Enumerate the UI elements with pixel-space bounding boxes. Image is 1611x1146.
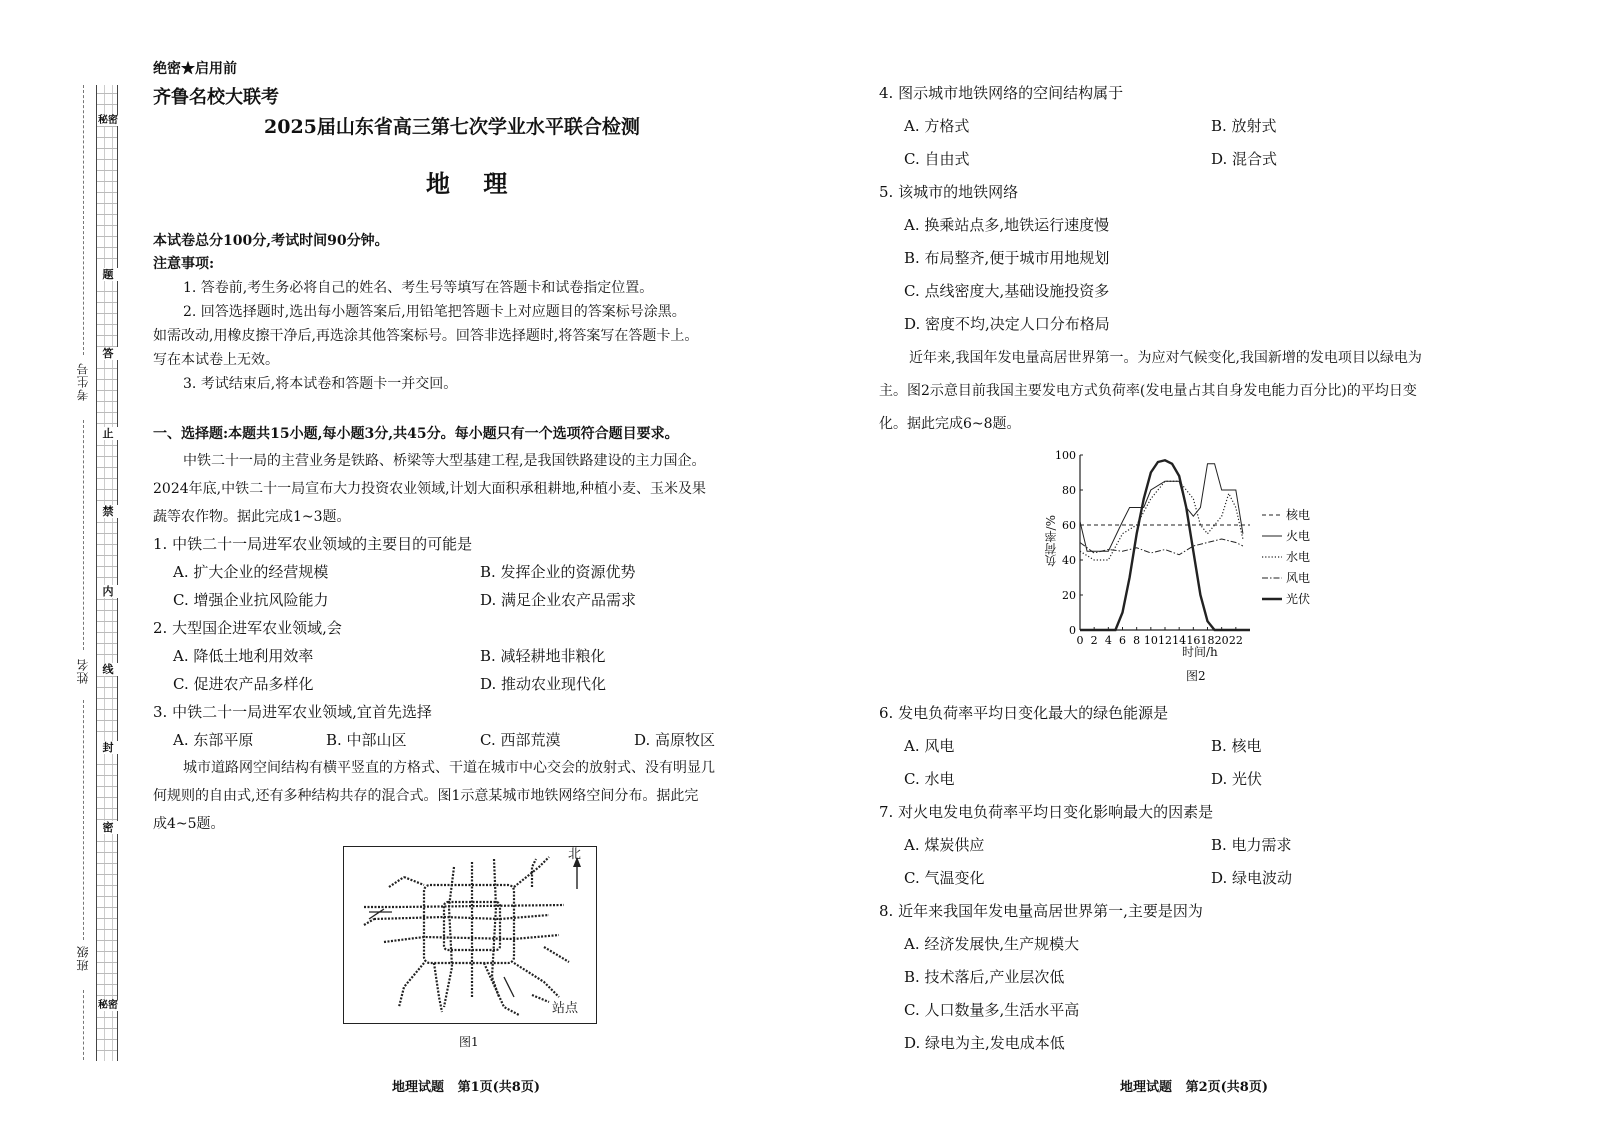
station-legend-icon xyxy=(532,995,549,1002)
binding-mark: 密 xyxy=(97,821,119,834)
option-4c[interactable]: C. 自由式 xyxy=(904,150,970,168)
footer-left: 地理试题 第1页(共8页) xyxy=(392,1080,540,1095)
option-8a[interactable]: A. 经济发展快,生产规模大 xyxy=(904,935,1080,953)
x-tick-label: 12 xyxy=(1158,634,1172,647)
option-2a[interactable]: A. 降低土地利用效率 xyxy=(173,647,314,665)
question-5: 5. 该城市的地铁网络 xyxy=(879,183,1019,201)
passage-2-line: 成4~5题。 xyxy=(153,816,225,832)
x-tick-label: 0 xyxy=(1076,634,1084,647)
x-tick-label: 20 xyxy=(1214,634,1229,647)
notice-1: 1. 答卷前,考生务必将自己的姓名、考生号等填写在答题卡和试卷指定位置。 xyxy=(183,280,654,296)
y-tick-label: 40 xyxy=(1062,554,1076,567)
legend-label-1: 火电 xyxy=(1286,529,1311,543)
y-tick-label: 100 xyxy=(1055,449,1076,462)
seal-top: 秘密 xyxy=(98,115,118,126)
option-6b[interactable]: B. 核电 xyxy=(1211,737,1262,755)
option-1b[interactable]: B. 发挥企业的资源优势 xyxy=(480,563,636,581)
binding-dash-line xyxy=(83,420,84,650)
option-4a[interactable]: A. 方格式 xyxy=(904,117,970,135)
figure-1-caption: 图1 xyxy=(459,1035,479,1049)
binding-strip xyxy=(96,85,118,1061)
x-tick-label: 6 xyxy=(1119,634,1126,647)
field-class: 班级 xyxy=(76,945,90,971)
section-heading: 一、选择题:本题共15小题,每小题3分,共45分。每小题只有一个选项符合题目要求。 xyxy=(153,426,679,442)
option-7a[interactable]: A. 煤炭供应 xyxy=(904,836,985,854)
option-7d[interactable]: D. 绿电波动 xyxy=(1211,869,1293,887)
binding-dash-line xyxy=(83,990,84,1060)
x-axis-label: 时间/h xyxy=(1182,645,1218,659)
secret-mark: 绝密★启用前 xyxy=(153,61,237,77)
series-line-2 xyxy=(1080,481,1243,560)
question-2: 2. 大型国企进军农业领域,会 xyxy=(153,619,342,637)
option-1d[interactable]: D. 满足企业农产品需求 xyxy=(480,591,637,609)
option-5b[interactable]: B. 布局整齐,便于城市用地规划 xyxy=(904,249,1110,267)
y-tick-label: 0 xyxy=(1069,624,1076,637)
question-6: 6. 发电负荷率平均日变化最大的绿色能源是 xyxy=(879,704,1169,722)
footer-right: 地理试题 第2页(共8页) xyxy=(1120,1080,1268,1095)
station-label: 站点 xyxy=(552,1001,579,1016)
question-8: 8. 近年来我国年发电量高居世界第一,主要是因为 xyxy=(879,902,1203,920)
notice-2: 2. 回答选择题时,选出每小题答案后,用铅笔把答题卡上对应题目的答案标号涂黑。 xyxy=(183,304,686,320)
option-5a[interactable]: A. 换乘站点多,地铁运行速度慢 xyxy=(904,216,1110,234)
option-4d[interactable]: D. 混合式 xyxy=(1211,150,1278,168)
x-tick-label: 2 xyxy=(1090,634,1098,647)
question-4: 4. 图示城市地铁网络的空间结构属于 xyxy=(879,84,1124,102)
option-2b[interactable]: B. 减轻耕地非粮化 xyxy=(480,647,606,665)
option-5d[interactable]: D. 密度不均,决定人口分布格局 xyxy=(904,315,1110,333)
x-tick-label: 18 xyxy=(1200,634,1215,647)
option-8d[interactable]: D. 绿电为主,发电成本低 xyxy=(904,1034,1065,1052)
x-tick-label: 8 xyxy=(1133,634,1141,647)
binding-mark: 答 xyxy=(97,347,119,360)
passage-2-line: 城市道路网空间结构有横平竖直的方格式、干道在城市中心交会的放射式、没有明显几 xyxy=(183,760,715,776)
option-5c[interactable]: C. 点线密度大,基础设施投资多 xyxy=(904,282,1110,300)
option-1c[interactable]: C. 增强企业抗风险能力 xyxy=(173,591,329,609)
passage-1-line: 中铁二十一局的主营业务是铁路、桥梁等大型基建工程,是我国铁路建设的主力国企。 xyxy=(183,453,706,469)
binding-mark: 禁 xyxy=(97,505,119,518)
binding-mark: 题 xyxy=(97,268,119,281)
passage-3-line: 化。据此完成6~8题。 xyxy=(879,416,1021,432)
option-7b[interactable]: B. 电力需求 xyxy=(1211,836,1292,854)
option-3c[interactable]: C. 西部荒漠 xyxy=(480,731,561,749)
passage-2-line: 何规则的自由式,还有多种结构共存的混合式。图1示意某城市地铁网络空间分布。据此完 xyxy=(153,788,699,804)
y-tick-label: 80 xyxy=(1062,484,1076,497)
passage-3-line: 近年来,我国年发电量高居世界第一。为应对气候变化,我国新增的发电项目以绿电为 xyxy=(909,350,1422,366)
option-3d[interactable]: D. 高原牧区 xyxy=(634,731,716,749)
series-line-4 xyxy=(1080,460,1250,630)
binding-dash-line xyxy=(83,85,84,355)
score-line: 本试卷总分100分,考试时间90分钟。 xyxy=(153,233,389,249)
exam-title: 2025届山东省高三第七次学业水平联合检测 xyxy=(264,116,640,138)
binding-mark: 内 xyxy=(97,585,119,598)
series-line-1 xyxy=(1080,464,1243,552)
notice-2-end: 写在本试卷上无效。 xyxy=(153,352,279,368)
series-line-3 xyxy=(1080,539,1243,555)
field-student-number: 考生号 xyxy=(76,362,90,401)
binding-mark: 线 xyxy=(97,663,119,676)
x-tick-label: 4 xyxy=(1104,634,1112,647)
option-8b[interactable]: B. 技术落后,产业层次低 xyxy=(904,968,1065,986)
notice-2-cont: 如需改动,用橡皮擦干净后,再选涂其他答案标号。回答非选择题时,将答案写在答题卡上。 xyxy=(153,328,699,344)
passage-1-line: 2024年底,中铁二十一局宣布大力投资农业领域,计划大面积承租耕地,种植小麦、玉米及果 xyxy=(153,481,706,497)
option-6a[interactable]: A. 风电 xyxy=(904,737,955,755)
figure-2-caption: 图2 xyxy=(1186,669,1206,683)
passage-3-line: 主。图2示意目前我国主要发电方式负荷率(发电量占其自身发电能力百分比)的平均日变 xyxy=(879,383,1417,399)
subject-title: 地 理 xyxy=(426,169,508,198)
binding-mark: 封 xyxy=(97,741,119,754)
option-2c[interactable]: C. 促进农产品多样化 xyxy=(173,675,314,693)
subway-map-graphic xyxy=(344,847,595,1022)
option-1a[interactable]: A. 扩大企业的经营规模 xyxy=(173,563,329,581)
option-6d[interactable]: D. 光伏 xyxy=(1211,770,1263,788)
option-8c[interactable]: C. 人口数量多,生活水平高 xyxy=(904,1001,1080,1019)
option-4b[interactable]: B. 放射式 xyxy=(1211,117,1277,135)
option-3b[interactable]: B. 中部山区 xyxy=(326,731,407,749)
notice-3: 3. 考试结束后,将本试卷和答题卡一并交回。 xyxy=(183,376,458,392)
legend-label-0: 核电 xyxy=(1286,508,1311,522)
option-2d[interactable]: D. 推动农业现代化 xyxy=(480,675,607,693)
load-rate-chart xyxy=(1050,445,1350,660)
x-tick-label: 10 xyxy=(1143,634,1158,647)
binding-dash-line xyxy=(83,700,84,940)
north-label: 北 xyxy=(568,847,582,862)
question-1: 1. 中铁二十一局进军农业领域的主要目的可能是 xyxy=(153,535,473,553)
question-3: 3. 中铁二十一局进军农业领域,宜首先选择 xyxy=(153,703,432,721)
question-7: 7. 对火电发电负荷率平均日变化影响最大的因素是 xyxy=(879,803,1214,821)
legend-label-4: 光伏 xyxy=(1286,592,1311,606)
option-3a[interactable]: A. 东部平原 xyxy=(173,731,254,749)
y-tick-label: 20 xyxy=(1062,589,1076,602)
x-tick-label: 16 xyxy=(1186,634,1201,647)
notice-title: 注意事项: xyxy=(153,256,215,272)
option-7c[interactable]: C. 气温变化 xyxy=(904,869,985,887)
y-axis-label: 负荷率/% xyxy=(1044,515,1058,567)
y-tick-label: 60 xyxy=(1062,519,1076,532)
legend-label-2: 水电 xyxy=(1286,550,1311,564)
figure-1-subway-map xyxy=(343,846,597,1024)
org-name: 齐鲁名校大联考 xyxy=(153,87,279,108)
field-name: 姓名 xyxy=(76,658,90,684)
passage-1-line: 蔬等农作物。据此完成1~3题。 xyxy=(153,509,351,525)
option-6c[interactable]: C. 水电 xyxy=(904,770,955,788)
seal-bottom: 秘密 xyxy=(98,1000,118,1011)
figure-2-chart xyxy=(1044,445,1350,660)
legend-label-3: 风电 xyxy=(1286,571,1311,585)
x-tick-label: 14 xyxy=(1172,634,1187,647)
x-tick-label: 22 xyxy=(1228,634,1243,647)
binding-mark: 止 xyxy=(97,427,119,440)
